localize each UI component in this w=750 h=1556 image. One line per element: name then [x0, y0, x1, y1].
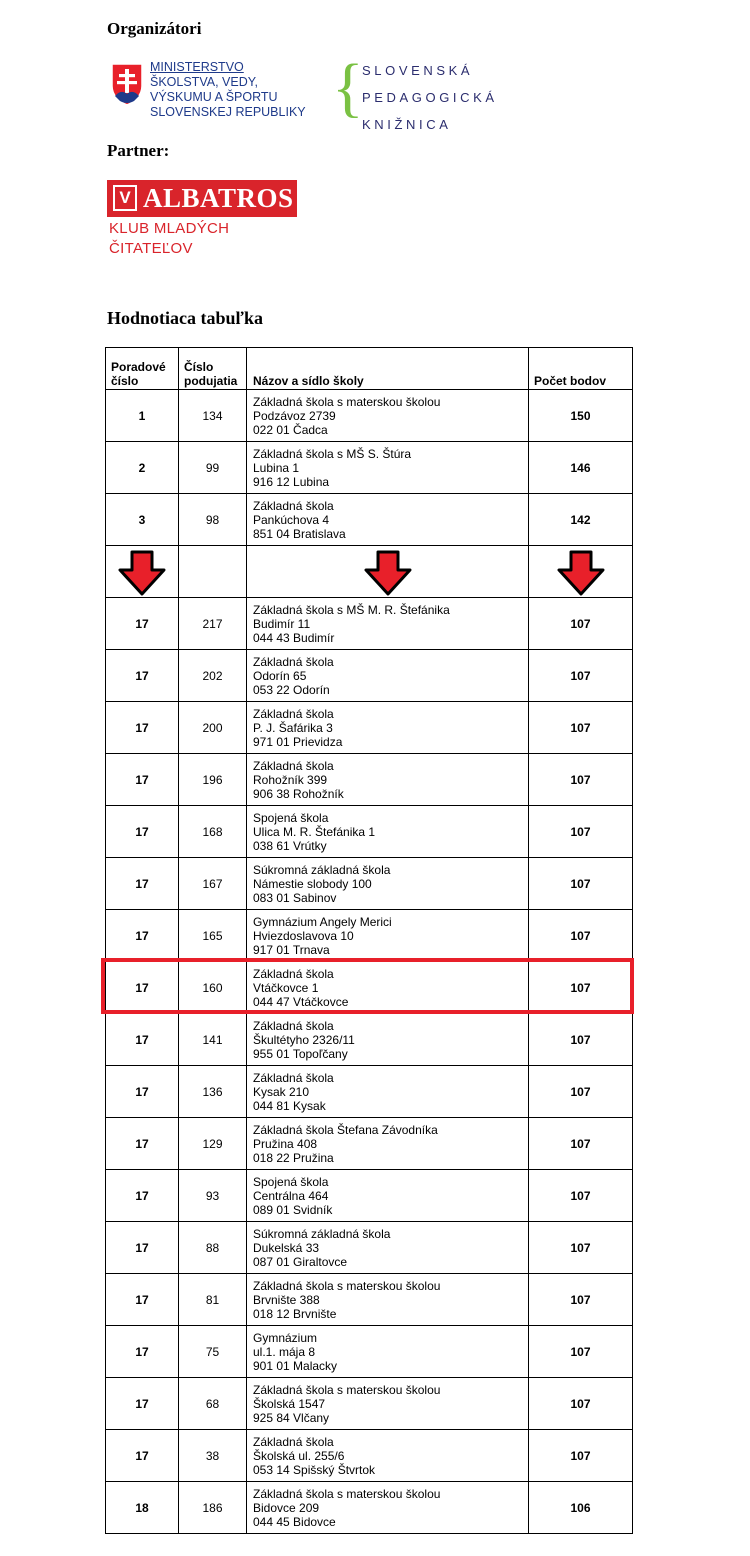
school-line: Budimír 11: [253, 616, 311, 631]
table-row: [106, 390, 633, 442]
school-line: Základná škola: [253, 1018, 334, 1033]
school-line: 044 43 Budimír: [253, 630, 335, 645]
rank-cell: 17: [106, 806, 179, 858]
highlight-box: [101, 958, 634, 1014]
school-line: Škultétyho 2326/11: [253, 1032, 355, 1047]
table-row: [106, 702, 633, 754]
rank-cell: 2: [106, 442, 179, 494]
table-row: [106, 1014, 633, 1066]
points-cell: 107: [529, 1326, 633, 1378]
school-line: Súkromná základná škola: [253, 1226, 391, 1241]
school-line: 901 01 Malacky: [253, 1358, 338, 1373]
albatros-banner: [107, 180, 297, 217]
school-line: Pružina 408: [253, 1136, 318, 1151]
albatros-icon: V: [113, 185, 137, 211]
arrow-cell: [529, 546, 633, 598]
event-number-cell: 186: [179, 1482, 247, 1534]
table-row: [106, 806, 633, 858]
header-school: Názov a sídlo školy: [247, 348, 529, 390]
table-row: [106, 442, 633, 494]
points-cell: 107: [529, 702, 633, 754]
school-line: 044 81 Kysak: [253, 1098, 326, 1113]
school-line: ul.1. mája 8: [253, 1344, 316, 1359]
school-cell: [247, 910, 529, 962]
school-line: 022 01 Čadca: [253, 422, 328, 437]
table-row: [106, 910, 633, 962]
points-cell: 107: [529, 1222, 633, 1274]
school-line: Kysak 210: [253, 1084, 310, 1099]
school-line: 089 01 Svidník: [253, 1202, 333, 1217]
school-line: 044 47 Vtáčkovce: [253, 994, 349, 1009]
school-line: Základná škola: [253, 758, 334, 773]
points-cell: 107: [529, 910, 633, 962]
school-line: Základná škola s MŠ M. R. Štefánika: [253, 602, 450, 617]
school-line: Odorín 65: [253, 668, 307, 683]
table-row: [106, 754, 633, 806]
results-table: [105, 347, 633, 1534]
school-line: Základná škola s materskou školou: [253, 1382, 441, 1397]
school-line: 916 12 Lubina: [253, 474, 330, 489]
table-row: [106, 1118, 633, 1170]
points-cell: 107: [529, 598, 633, 650]
school-line: Školská ul. 255/6: [253, 1448, 345, 1463]
header-rank: Poradové číslo: [106, 348, 179, 390]
rank-cell: 17: [106, 1066, 179, 1118]
school-line: Základná škola: [253, 706, 334, 721]
school-cell: [247, 1222, 529, 1274]
school-cell: [247, 1326, 529, 1378]
rank-cell: 17: [106, 962, 179, 1014]
spk-logo: [332, 51, 542, 132]
school-line: Základná škola: [253, 654, 334, 669]
school-line: 038 61 Vrútky: [253, 838, 327, 853]
school-line: Námestie slobody 100: [253, 876, 372, 891]
event-number-cell: 75: [179, 1326, 247, 1378]
table-header-row: [106, 348, 633, 390]
points-cell: 107: [529, 1430, 633, 1482]
rank-cell: 17: [106, 1378, 179, 1430]
rank-cell: 17: [106, 1274, 179, 1326]
event-number-cell: 98: [179, 494, 247, 546]
event-number-cell: 136: [179, 1066, 247, 1118]
school-line: 044 45 Bidovce: [253, 1514, 336, 1529]
school-line: Základná škola Štefana Závodníka: [253, 1122, 438, 1137]
organizers-heading: Organizátori: [107, 19, 202, 38]
school-line: 851 04 Bratislava: [253, 526, 346, 541]
event-number-cell: 134: [179, 390, 247, 442]
table-row: [106, 1378, 633, 1430]
table-row: [106, 1274, 633, 1326]
school-cell: [247, 598, 529, 650]
ministry-logo: [108, 60, 318, 126]
points-cell: 150: [529, 390, 633, 442]
albatros-name: ALBATROS: [143, 183, 294, 213]
albatros-logo: [107, 180, 299, 257]
school-cell: [247, 1066, 529, 1118]
event-number-cell: 167: [179, 858, 247, 910]
school-cell: [247, 702, 529, 754]
school-cell: [247, 858, 529, 910]
school-line: 053 14 Spišský Štvrtok: [253, 1462, 376, 1477]
table-row: [106, 650, 633, 702]
event-number-cell: 202: [179, 650, 247, 702]
school-cell: [247, 1482, 529, 1534]
spk-line: KNIŽNICA: [362, 117, 452, 132]
rank-cell: 18: [106, 1482, 179, 1534]
school-line: Základná škola s MŠ S. Štúra: [253, 446, 412, 461]
slovak-coat-of-arms-icon: [110, 62, 144, 106]
rank-cell: 17: [106, 910, 179, 962]
partner-heading: Partner:: [107, 141, 170, 160]
school-line: 971 01 Prievidza: [253, 734, 343, 749]
school-line: Základná škola: [253, 1434, 334, 1449]
school-line: P. J. Šafárika 3: [253, 720, 333, 735]
school-cell: [247, 806, 529, 858]
school-line: Rohožník 399: [253, 772, 328, 787]
school-cell: [247, 1378, 529, 1430]
school-cell: [247, 1274, 529, 1326]
empty-cell: [179, 546, 247, 598]
rank-cell: 17: [106, 702, 179, 754]
table-heading: Hodnotiaca tabuľka: [107, 308, 263, 328]
event-number-cell: 129: [179, 1118, 247, 1170]
points-cell: 107: [529, 1170, 633, 1222]
table-row: [106, 1170, 633, 1222]
school-line: Základná škola s materskou školou: [253, 1278, 441, 1293]
ministry-line: VÝSKUMU A ŠPORTU: [150, 90, 278, 104]
school-line: Podzávoz 2739: [253, 408, 336, 423]
school-cell: [247, 1170, 529, 1222]
event-number-cell: 93: [179, 1170, 247, 1222]
school-line: Základná škola: [253, 498, 334, 513]
points-cell: 107: [529, 754, 633, 806]
points-cell: 107: [529, 1066, 633, 1118]
school-line: Gymnázium: [253, 1330, 318, 1345]
school-line: Spojená škola: [253, 1174, 329, 1189]
event-number-cell: 217: [179, 598, 247, 650]
school-cell: [247, 754, 529, 806]
event-number-cell: 141: [179, 1014, 247, 1066]
school-line: Dukelská 33: [253, 1240, 320, 1255]
table-row: [106, 1222, 633, 1274]
school-line: Spojená škola: [253, 810, 329, 825]
rank-cell: 17: [106, 598, 179, 650]
event-number-cell: 160: [179, 962, 247, 1014]
spk-line: PEDAGOGICKÁ: [362, 90, 498, 105]
rank-cell: 17: [106, 1170, 179, 1222]
school-line: 955 01 Topoľčany: [253, 1046, 348, 1061]
rank-cell: 17: [106, 1222, 179, 1274]
event-number-cell: 68: [179, 1378, 247, 1430]
school-line: Centrálna 464: [253, 1188, 329, 1203]
points-cell: 146: [529, 442, 633, 494]
points-cell: 107: [529, 806, 633, 858]
school-cell: [247, 1014, 529, 1066]
school-line: Lubina 1: [253, 460, 300, 475]
spk-line: SLOVENSKÁ: [362, 63, 474, 78]
rank-cell: 1: [106, 390, 179, 442]
table-row: [106, 1066, 633, 1118]
school-line: Základná škola s materskou školou: [253, 394, 441, 409]
table-row: [106, 858, 633, 910]
school-line: 018 12 Brvnište: [253, 1306, 337, 1321]
points-cell: 107: [529, 1274, 633, 1326]
school-line: 018 22 Pružina: [253, 1150, 334, 1165]
header-number: Číslo podujatia: [179, 348, 247, 390]
event-number-cell: 165: [179, 910, 247, 962]
school-line: Školská 1547: [253, 1396, 326, 1411]
event-number-cell: 81: [179, 1274, 247, 1326]
event-number-cell: 88: [179, 1222, 247, 1274]
arrow-cell: [106, 546, 179, 598]
points-cell: 107: [529, 858, 633, 910]
table-row: [106, 1430, 633, 1482]
separator-row: [106, 546, 633, 598]
points-cell: 106: [529, 1482, 633, 1534]
points-cell: 107: [529, 1118, 633, 1170]
points-cell: 107: [529, 1378, 633, 1430]
school-line: Základná škola s materskou školou: [253, 1486, 441, 1501]
rank-cell: 3: [106, 494, 179, 546]
school-line: Základná škola: [253, 966, 334, 981]
school-line: 917 01 Trnava: [253, 942, 330, 957]
table-row: [106, 598, 633, 650]
rank-cell: 17: [106, 650, 179, 702]
rank-cell: 17: [106, 754, 179, 806]
header-points: Počet bodov: [529, 348, 633, 390]
school-cell: [247, 494, 529, 546]
school-line: 906 38 Rohožník: [253, 786, 344, 801]
school-cell: [247, 1118, 529, 1170]
table-row: [106, 494, 633, 546]
event-number-cell: 200: [179, 702, 247, 754]
school-line: Ulica M. R. Štefánika 1: [253, 824, 376, 839]
event-number-cell: 38: [179, 1430, 247, 1482]
points-cell: 107: [529, 1014, 633, 1066]
school-line: Brvnište 388: [253, 1292, 320, 1307]
school-cell: [247, 442, 529, 494]
points-cell: 142: [529, 494, 633, 546]
school-cell: [247, 390, 529, 442]
points-cell: 107: [529, 962, 633, 1014]
ministry-logo-text: [150, 60, 306, 120]
rank-cell: 17: [106, 1430, 179, 1482]
event-number-cell: 196: [179, 754, 247, 806]
ministry-line: MINISTERSTVO: [150, 60, 244, 74]
school-line: Pankúchova 4: [253, 512, 330, 527]
school-line: Základná škola: [253, 1070, 334, 1085]
school-line: 925 84 Vlčany: [253, 1410, 330, 1425]
table-row: [106, 1326, 633, 1378]
school-line: Gymnázium Angely Merici: [253, 914, 392, 929]
event-number-cell: 99: [179, 442, 247, 494]
brace-icon: {: [332, 51, 364, 124]
school-line: 083 01 Sabinov: [253, 890, 337, 905]
school-line: Vtáčkovce 1: [253, 980, 319, 995]
ministry-line: SLOVENSKEJ REPUBLIKY: [150, 105, 306, 119]
points-cell: 107: [529, 650, 633, 702]
event-number-cell: 168: [179, 806, 247, 858]
school-line: Hviezdoslavova 10: [253, 928, 354, 943]
school-line: 087 01 Giraltovce: [253, 1254, 348, 1269]
albatros-subtitle: KLUB MLADÝCH ČITATEĽOV: [109, 220, 230, 257]
spk-logo-text: [362, 57, 498, 138]
school-cell: [247, 650, 529, 702]
school-line: Bidovce 209: [253, 1500, 320, 1515]
rank-cell: 17: [106, 1014, 179, 1066]
rank-cell: 17: [106, 858, 179, 910]
rank-cell: 17: [106, 1118, 179, 1170]
rank-cell: 17: [106, 1326, 179, 1378]
arrow-cell: [247, 546, 529, 598]
school-line: 053 22 Odorín: [253, 682, 330, 697]
school-cell: [247, 1430, 529, 1482]
ministry-line: ŠKOLSTVA, VEDY,: [150, 75, 258, 89]
table-row: [106, 1482, 633, 1534]
school-line: Súkromná základná škola: [253, 862, 391, 877]
